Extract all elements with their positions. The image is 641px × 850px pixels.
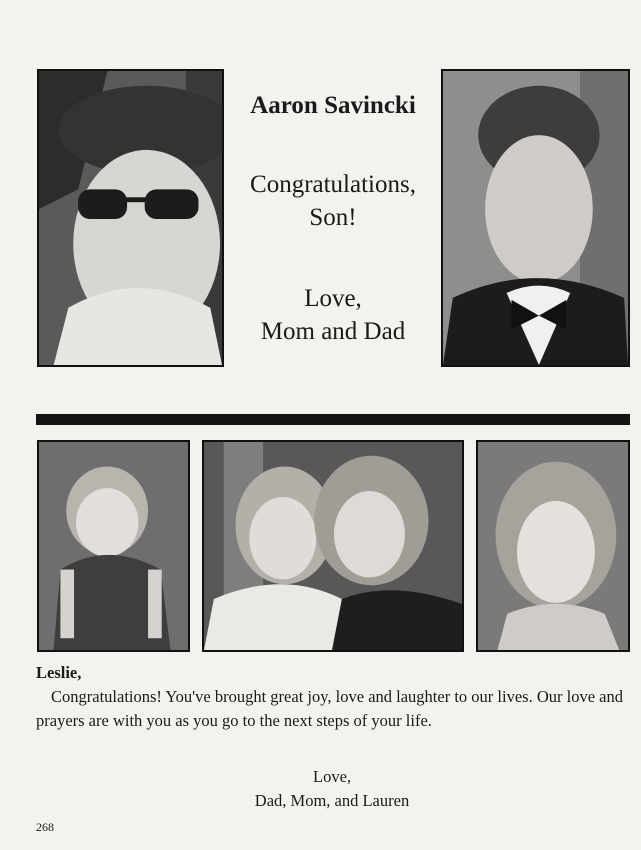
signoff-from: Dad, Mom, and Lauren (254, 791, 410, 810)
son-line: Son! (309, 204, 357, 231)
senior-portrait-photo (441, 69, 630, 367)
senior-girl-portrait-photo (476, 440, 630, 652)
love-line: Love, (304, 285, 362, 312)
toddler-portrait-photo (37, 440, 190, 652)
sisters-photo (202, 440, 464, 652)
page-number: 268 (36, 820, 54, 834)
salutation: Leslie, (36, 663, 82, 682)
congratulations-line: Congratulations, (250, 171, 416, 198)
leslie-message (36, 661, 632, 733)
leslie-signoff (140, 765, 524, 813)
signoff-love: Love, (312, 767, 352, 786)
section-divider (36, 414, 630, 425)
toddler-sunglasses-photo (37, 69, 224, 367)
honoree-name: Aaron Savincki (250, 92, 416, 119)
congratulations-message (226, 168, 440, 234)
love-signature (226, 282, 440, 348)
message-body: Congratulations! You've brought great joy, love and laughter to our lives. Our love and prayers are with you as you go to the next steps of your life. (36, 687, 623, 730)
from-line: Mom and Dad (260, 318, 406, 345)
